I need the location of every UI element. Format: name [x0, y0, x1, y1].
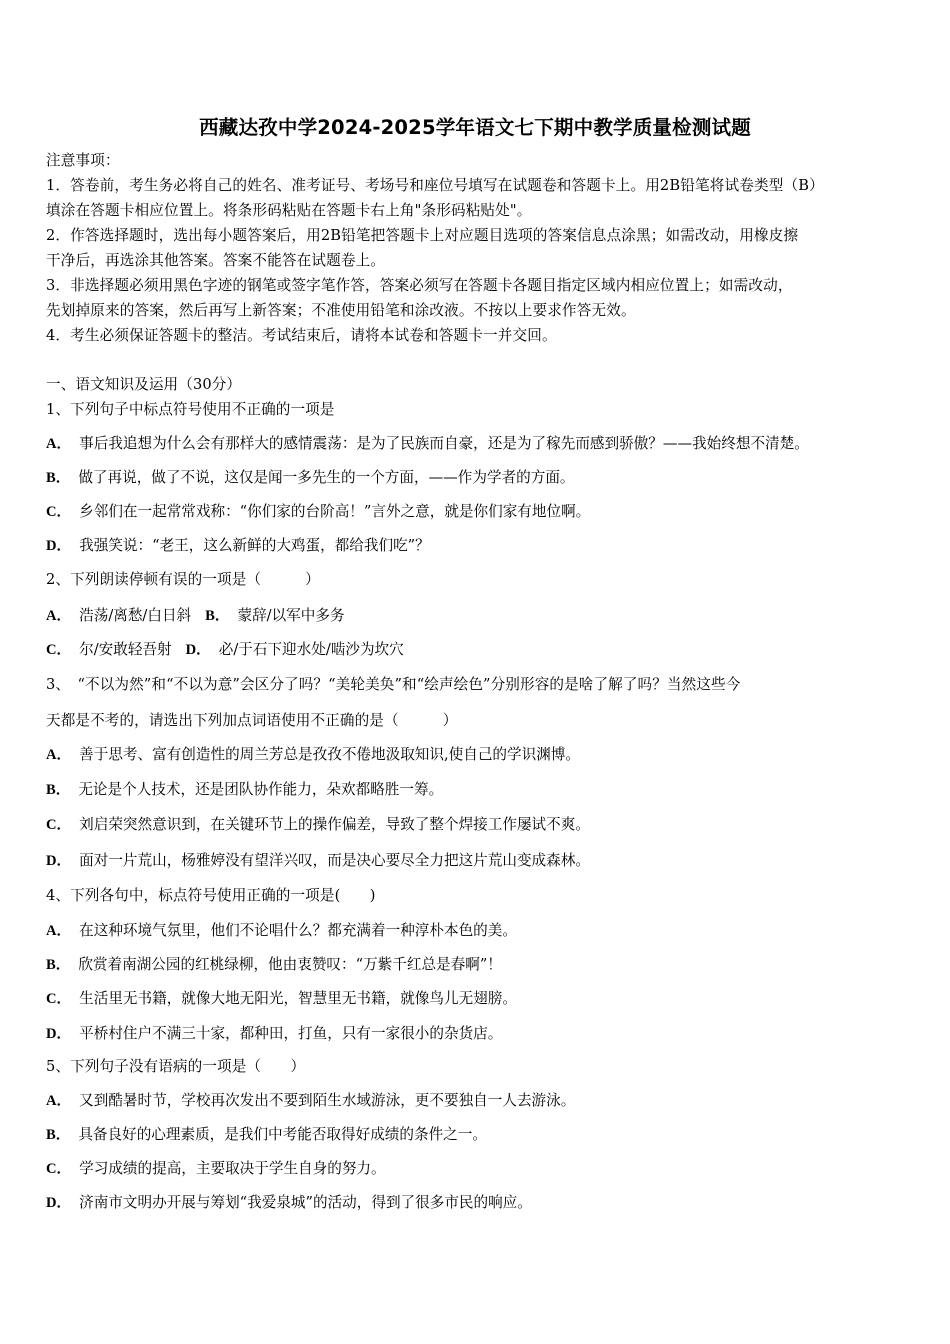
page-title: 西藏达孜中学2024-2025学年语文七下期中教学质量检测试题: [199, 116, 751, 139]
option-label: A．: [46, 608, 72, 624]
option-text: 刘启荣突然意识到，在关键环节上的操作偏差，导致了整个焊接工作屡试不爽。: [79, 816, 590, 833]
notice-line: 填涂在答题卡相应位置上。将条形码粘贴在答题卡右上角"条形码粘贴处"。: [46, 202, 532, 219]
option-text: 面对一片荒山，杨雅婷没有望洋兴叹，而是决心要尽全力把这片荒山变成森林。: [79, 852, 590, 869]
option-text: 蒙辞/以军中多务: [237, 607, 345, 624]
option-text: 又到酷暑时节，学校再次发出不要到陌生水域游泳，更不要独自一人去游泳。: [79, 1092, 576, 1109]
option-text: 在这种环境气氛里，他们不论唱什么？都充满着一种淳朴本色的美。: [79, 922, 517, 939]
option-text: 浩荡/离愁/白日斜: [79, 607, 192, 624]
option-label: C．: [46, 817, 72, 833]
question-4-stem: 4、下列各句中，标点符号使用正确的一项是( ): [46, 887, 376, 904]
question-1-stem: 1、下列句子中标点符号使用不正确的一项是: [46, 401, 335, 418]
question-3-option-a: [46, 746, 580, 764]
option-text: 我强笑说：“老王，这么新鲜的大鸡蛋，都给我们吃”？: [79, 537, 430, 554]
option-text: 无论是个人技术，还是团队协作能力，朵欢都略胜一筹。: [78, 781, 444, 798]
question-5-option-c: [46, 1160, 386, 1178]
option-text: 平桥村住户不满三十家，都种田，打鱼，只有一家很小的杂货店。: [79, 1025, 503, 1042]
option-label: D．: [46, 1026, 72, 1042]
question-5-option-a: [46, 1092, 575, 1110]
question-3-option-b: [46, 781, 443, 799]
option-label: D．: [46, 853, 72, 869]
notice-heading: 注意事项：: [46, 152, 120, 169]
notice-line: 干净后，再选涂其他答案。答案不能答在试题卷上。: [46, 252, 386, 269]
option-text: 必/于石下迎水处/啮沙为坎穴: [218, 641, 404, 658]
question-1-option-a: [46, 435, 809, 453]
option-label: B．: [46, 782, 71, 798]
option-text: 生活里无书籍，就像大地无阳光，智慧里无书籍，就像鸟儿无翅膀。: [79, 990, 517, 1007]
option-label: C．: [46, 1161, 72, 1177]
question-4-option-c: [46, 990, 517, 1008]
option-text: 欣赏着南湖公园的红桃绿柳，他由衷赞叹：“万紫千红总是春啊”！: [78, 956, 502, 973]
option-label: C．: [46, 504, 72, 520]
option-label: B．: [46, 470, 71, 486]
option-label: A．: [46, 1093, 72, 1109]
question-3-stem-continued: 天都是不考的，请选出下列加点词语使用不正确的是（ ）: [46, 712, 458, 729]
option-text: 学习成绩的提高，主要取决于学生自身的努力。: [79, 1160, 386, 1177]
option-label: B．: [46, 1127, 71, 1143]
question-1-option-c: [46, 503, 590, 521]
option-label: C．: [46, 642, 72, 658]
question-3-stem: 3、 “不以为然”和“不以为意”会区分了吗？“美轮美奂”和“绘声绘色”分别形容的是啥了解了吗？当然这些今: [46, 676, 741, 693]
option-text: 做了再说，做了不说，这仅是闻一多先生的一个方面，——作为学者的方面。: [78, 469, 575, 486]
question-5-option-d: [46, 1194, 532, 1212]
notice-line: 先划掉原来的答案，然后再写上新答案；不准使用铅笔和涂改液。不按以上要求作答无效。: [46, 302, 636, 319]
question-2-options-row1: [46, 607, 345, 625]
question-1-option-d: [46, 537, 430, 555]
option-text: 具备良好的心理素质，是我们中考能否取得好成绩的条件之一。: [78, 1126, 487, 1143]
question-4-option-d: [46, 1025, 502, 1043]
notice-line: 4．考生必须保证答题卡的整洁。考试结束后，请将本试卷和答题卡一并交回。: [46, 327, 557, 344]
option-label: B．: [205, 608, 230, 624]
question-4-option-b: [46, 956, 502, 974]
question-2-stem: 2、下列朗读停顿有误的一项是（ ）: [46, 571, 320, 588]
notice-line: 2．作答选择题时，选出每小题答案后，用2B铅笔把答题卡上对应题目选项的答案信息点涂黑；如需改动，用橡皮擦: [46, 227, 799, 244]
question-5-option-b: [46, 1126, 487, 1144]
notice-line: 1．答卷前，考生务必将自己的姓名、准考证号、考场号和座位号填写在试题卷和答题卡上。用2B铅笔将试卷类型（B）: [46, 177, 824, 194]
option-text: 济南市文明办开展与筹划“我爱泉城”的活动，得到了很多市民的响应。: [79, 1194, 532, 1211]
section-heading: 一、语文知识及运用（30分）: [46, 376, 242, 393]
option-label: B．: [46, 957, 71, 973]
notice-line: 3．非选择题必须用黑色字迹的钢笔或签字笔作答，答案必须写在答题卡各题目指定区域内相应位置上；如需改动，: [46, 277, 793, 294]
option-text: 善于思考、富有创造性的周兰芳总是孜孜不倦地汲取知识,使自己的学识渊博。: [79, 746, 580, 763]
question-3-option-c: [46, 816, 590, 834]
option-label: D．: [185, 642, 211, 658]
option-label: A．: [46, 923, 72, 939]
question-2-options-row2: [46, 641, 404, 659]
option-text: 事后我追想为什么会有那样大的感情震荡：是为了民族而自豪，还是为了稼先而感到骄傲？——我始终想不清楚。: [79, 435, 809, 452]
option-text: 尔/安敢轻吾射: [79, 641, 172, 658]
option-label: C．: [46, 991, 72, 1007]
question-5-stem: 5、下列句子没有语病的一项是（ ）: [46, 1058, 306, 1075]
question-4-option-a: [46, 922, 517, 940]
option-label: D．: [46, 1195, 72, 1211]
question-1-option-b: [46, 469, 575, 487]
option-label: D．: [46, 538, 72, 554]
option-text: 乡邻们在一起常常戏称：“你们家的台阶高！”言外之意，就是你们家有地位啊。: [79, 503, 591, 520]
question-3-option-d: [46, 852, 590, 870]
option-label: A．: [46, 436, 72, 452]
option-label: A．: [46, 747, 72, 763]
